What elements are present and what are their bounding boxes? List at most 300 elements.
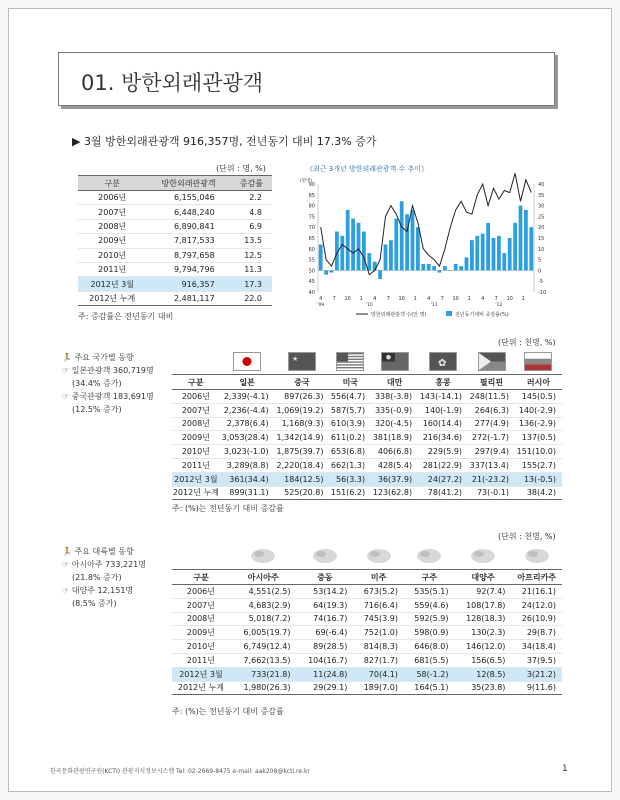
table-cell: 2006년 [172,585,230,599]
icon-cell [515,348,562,375]
table-cell: 272(-1.7) [468,431,515,445]
table-cell: 1,069(19.2) [275,403,330,417]
table-cell: 277(4.9) [468,417,515,431]
table-cell: 38(4.2) [515,486,562,500]
table-header-row [172,375,562,390]
table-header-row [172,570,562,585]
growth-bar [389,240,393,270]
y-tick-right: -10 [538,290,547,296]
growth-bar [357,223,361,271]
growth-bar [486,223,490,271]
country-summary-line: ☞ 중국관광객 183,691명 [62,392,154,401]
icon-cell [454,543,511,570]
table-cell: 2011년 [172,653,230,667]
icon-cell [404,543,455,570]
table-row [78,219,272,233]
table-cell: 6,448,240 [146,205,230,219]
table-row [172,653,562,667]
headline: ▶ 3월 방한외래관광객 916,357명, 전년동기 대비 17.3% 증가 [72,135,377,148]
y-tick-right: 30 [538,203,545,210]
x-tick-label: 4 [481,296,485,302]
japan-flag-icon [233,352,261,371]
growth-bar [421,264,425,270]
table-cell: 814(8.3) [353,640,404,654]
y-tick-left: 40 [308,290,315,296]
table-cell: 1,168(9.3) [275,417,330,431]
growth-bar [454,264,458,270]
table-cell: 26(10.9) [511,612,562,626]
x-year-label: '09 [317,303,325,308]
table-row [172,667,562,681]
table-cell: 21(-23.2) [468,472,515,486]
table-cell: 611(0.2) [329,431,371,445]
y-tick-right: 5 [538,257,542,264]
x-tick-label: 7 [386,296,390,302]
table-cell: 64(19.3) [296,598,353,612]
trend-chart [296,160,556,320]
table-row [78,291,272,305]
table-cell: 361(34.4) [220,472,275,486]
table-cell: 4,551(2.5) [230,585,297,599]
table-cell: 58(-1.2) [404,667,455,681]
table-row [172,390,562,404]
icon-cell [230,543,297,570]
column-header: 홍콩 [418,375,468,390]
region-unit: (단위 : 천명, %) [498,532,556,541]
table-cell: 7,817,533 [146,234,230,248]
icon-row [172,348,562,375]
table-cell: 5,018(7.2) [230,612,297,626]
x-tick-label: 10 [398,296,405,302]
table-cell: 1,875(39.7) [275,445,330,459]
country-table [172,348,562,500]
y-tick-left: 85 [308,192,315,199]
column-header: 미주 [353,570,404,585]
column-header: 구분 [172,375,220,390]
table-cell: 6.9 [231,219,272,233]
table-cell: 37(9.5) [511,653,562,667]
table-cell: 406(6.8) [371,445,418,459]
icon-cell [353,543,404,570]
x-tick-label: 4 [319,296,323,302]
table-row [172,612,562,626]
philippines-flag-icon [478,352,506,371]
column-header: 필리핀 [468,375,515,390]
table-cell: 2,220(18.4) [275,458,330,472]
table-cell: 733(21.8) [230,667,297,681]
table-row [78,262,272,276]
column-header: 아프리카주 [511,570,562,585]
table-cell: 130(2.3) [454,626,511,640]
table-cell: 2007년 [172,403,220,417]
column-header: 대양주 [454,570,511,585]
table-cell: 29(8.7) [511,626,562,640]
growth-bar [378,270,382,279]
x-tick-label: 1 [521,296,525,302]
table-cell: 681(5.5) [404,653,455,667]
table-cell: 653(6.8) [329,445,371,459]
table-cell: 2,236(-4.4) [220,403,275,417]
table-cell: 123(62.8) [371,486,418,500]
title-box [58,52,555,106]
table-cell: 3,289(8.8) [220,458,275,472]
chart-title: 《최근 3개년 방한외래관광객 수 추이》 [306,165,429,173]
table-cell: 24(27.2) [418,472,468,486]
table-cell: 53(14.2) [296,585,353,599]
table-cell: 662(1.3) [329,458,371,472]
table-row [172,486,562,500]
table-row [78,191,272,205]
table-row [78,234,272,248]
table-cell: 2011년 [78,262,146,276]
table-row [172,445,562,459]
table-cell: 598(0.9) [404,626,455,640]
table-cell: 17.3 [231,277,272,291]
table-cell: 752(1.0) [353,626,404,640]
column-header: 미국 [329,375,371,390]
growth-bar [438,270,442,272]
annual-table [78,175,272,306]
x-year-label: '10 [365,303,373,308]
table-cell: 160(14.4) [418,417,468,431]
y-tick-right: -5 [538,279,543,286]
y-tick-left: 70 [308,225,315,232]
x-tick-label: 10 [506,296,513,302]
growth-bar [411,210,415,270]
growth-bar [400,201,404,270]
x-tick-label: 7 [332,296,336,302]
table-cell: 2008년 [172,417,220,431]
table-cell: 381(18.9) [371,431,418,445]
legend-line-label: 방한외래관광객 수(만 명) [371,312,427,318]
y-tick-left: 75 [308,214,315,221]
icon-cell [275,348,330,375]
country-note: 주: (%)는 전년동기 대비 증감률 [172,504,284,513]
region-note: 주: (%)는 전년동기 대비 증감률 [172,707,284,716]
table-cell: 2009년 [172,431,220,445]
column-header: 아시아주 [230,570,297,585]
table-cell: 156(6.5) [454,653,511,667]
growth-bar [362,232,366,271]
table-cell: 13(-0.5) [515,472,562,486]
table-cell: 320(-4.5) [371,417,418,431]
growth-bar [427,264,431,270]
x-tick-label: 4 [427,296,431,302]
growth-bar [324,270,328,274]
oceania-map-icon [467,547,499,565]
table-cell: 335(-0.9) [371,403,418,417]
column-header: 대만 [371,375,418,390]
x-tick-label: 10 [344,296,351,302]
icon-cell-empty [172,348,220,375]
table-cell: 3(21.2) [511,667,562,681]
growth-bar [513,223,517,271]
table-cell: 6,155,046 [146,191,230,205]
table-cell: 2006년 [78,191,146,205]
table-cell: 7,662(13.5) [230,653,297,667]
table-cell: 2012년 누계 [172,681,230,695]
country-summary [62,351,154,416]
table-cell: 35(23.8) [454,681,511,695]
icon-cell-empty [172,543,230,570]
table-cell: 2008년 [78,219,146,233]
y-tick-right: 20 [538,225,545,232]
table-cell: 21(16.1) [511,585,562,599]
table-cell: 535(5.1) [404,585,455,599]
region-summary-title-text: 주요 대륙별 동향 [74,547,134,556]
africa-map-icon [521,547,553,565]
table-cell: 69(-6.4) [296,626,353,640]
growth-bar [519,206,523,271]
table-cell: 29(29.1) [296,681,353,695]
growth-bar [448,270,452,271]
legend-bar-swatch [446,311,452,316]
icon-cell [511,543,562,570]
icon-cell [418,348,468,375]
column-header: 일본 [220,375,275,390]
y-unit-label: (만명) [300,179,313,184]
table-cell: 646(8.0) [404,640,455,654]
table-cell: 559(4.6) [404,598,455,612]
region-table [172,543,562,695]
growth-bar [330,270,334,272]
table-cell: 36(37.9) [371,472,418,486]
growth-bar [492,238,496,270]
table-cell: 587(5.7) [329,403,371,417]
country-summary-line: (12.5% 증가) [72,405,122,414]
country-summary-line: (34.4% 증가) [72,379,122,388]
icon-row [172,543,562,570]
growth-bar [416,227,420,270]
table-cell: 6,890,841 [146,219,230,233]
table-cell: 2012년 누계 [78,291,146,305]
region-summary-line: ☞ 아시아주 733,221명 [62,560,146,569]
column-header: 러시아 [515,375,562,390]
table-cell: 248(11.5) [468,390,515,404]
growth-bar [319,244,323,270]
table-cell: 6,005(19.7) [230,626,297,640]
table-cell: 899(31.1) [220,486,275,500]
table-cell: 916,357 [146,277,230,291]
y-tick-left: 65 [308,236,315,242]
russia-flag-icon [524,352,552,371]
table-cell: 151(10.0) [515,445,562,459]
table-cell: 78(41.2) [418,486,468,500]
table-cell: 2,339(-4.1) [220,390,275,404]
table-cell: 8,797,658 [146,248,230,262]
table-cell: 9(11.6) [511,681,562,695]
table-row [172,458,562,472]
y-tick-left: 80 [308,203,315,210]
table-cell: 13.5 [231,234,272,248]
growth-bar [394,219,398,271]
table-cell: 2012년 3월 [172,667,230,681]
table-cell: 108(17.8) [454,598,511,612]
table-cell: 2012년 3월 [78,277,146,291]
icon-cell [329,348,371,375]
usa-flag-icon [336,352,364,371]
growth-bar [405,214,409,270]
table-row [172,681,562,695]
table-cell: 610(3.9) [329,417,371,431]
region-summary-line: (21.8% 증가) [72,573,122,582]
table-cell: 673(5.2) [353,585,404,599]
footer: 한국문화관광연구원(KCTI) 관광지식정보시스템 Tel: 02-2669-8475 e-mail: aak208@kcti.re.kr [50,768,310,775]
table-cell: 12.5 [231,248,272,262]
annual-note: 주: 증감률은 전년동기 대비 [78,312,174,321]
table-cell: 104(16.7) [296,653,353,667]
table-cell: 146(12.0) [454,640,511,654]
x-year-label: '11 [430,303,438,308]
table-cell: 12(8.5) [454,667,511,681]
y-tick-right: 35 [538,192,545,199]
growth-bar [497,236,501,271]
x-tick-label: 7 [440,296,444,302]
column-header: 구주 [404,570,455,585]
table-row [172,472,562,486]
middle-east-map-icon [309,547,341,565]
growth-bar [465,257,469,270]
table-cell: 73(-0.1) [468,486,515,500]
table-row [172,626,562,640]
table-cell: 2,378(6.4) [220,417,275,431]
table-cell: 2,481,117 [146,291,230,305]
china-flag-icon [288,352,316,371]
table-cell: 140(-1.9) [418,403,468,417]
table-cell: 281(22.9) [418,458,468,472]
growth-bar [340,236,344,271]
table-cell: 716(6.4) [353,598,404,612]
runner-icon: 🏃 [62,547,72,556]
table-cell: 2009년 [172,626,230,640]
table-row [172,417,562,431]
table-cell: 155(2.7) [515,458,562,472]
table-cell: 745(3.9) [353,612,404,626]
growth-bar [373,262,377,271]
table-cell: 229(5.9) [418,445,468,459]
table-cell: 6,749(12.4) [230,640,297,654]
page-title: 01. 방한외래관광객 [81,71,264,95]
column-header: 증감률 [231,176,272,191]
table-cell: 151(6.2) [329,486,371,500]
growth-bar [459,266,463,270]
region-summary-title [62,545,146,558]
hongkong-flag-icon [429,352,457,371]
y-tick-left: 45 [308,279,315,286]
growth-bar [351,219,355,271]
table-cell: 34(18.4) [511,640,562,654]
y-tick-left: 90 [308,182,315,188]
growth-bar [432,266,436,270]
table-cell: 136(-2.9) [515,417,562,431]
y-tick-left: 60 [308,246,315,253]
table-cell: 525(20.8) [275,486,330,500]
x-tick-label: 7 [494,296,498,302]
table-cell: 140(-2.9) [515,403,562,417]
table-cell: 137(0.5) [515,431,562,445]
table-cell: 556(4.7) [329,390,371,404]
table-row [78,277,272,291]
table-cell: 2010년 [78,248,146,262]
table-cell: 4,683(2.9) [230,598,297,612]
y-tick-right: 25 [538,214,545,221]
country-unit: (단위 : 천명, %) [498,338,556,347]
table-row [78,205,272,219]
y-tick-left: 55 [308,257,315,264]
table-cell: 2012년 누계 [172,486,220,500]
icon-cell [296,543,353,570]
y-tick-right: 0 [538,268,542,275]
table-cell: 2010년 [172,445,220,459]
column-header: 구분 [78,176,146,191]
trend-chart-svg [296,160,556,320]
table-cell: 22.0 [231,291,272,305]
legend-bar-label: 전년동기대비 증감률(%) [455,312,509,318]
country-summary-line: ☞ 일본관광객 360,719명 [62,366,154,375]
x-year-label: '12 [495,303,503,308]
growth-bar [529,227,533,270]
icon-cell [220,348,275,375]
table-row [172,403,562,417]
table-cell: 2007년 [172,598,230,612]
table-cell: 24(12.0) [511,598,562,612]
x-tick-label: 4 [373,296,377,302]
table-cell: 189(7.0) [353,681,404,695]
growth-bar [524,210,528,270]
y-tick-right: 15 [538,236,545,242]
country-summary-title [62,351,154,364]
table-cell: 2012년 3월 [172,472,220,486]
table-cell: 297(9.4) [468,445,515,459]
table-cell: 1,342(14.9) [275,431,330,445]
growth-bar [470,240,474,270]
table-cell: 897(26.3) [275,390,330,404]
column-header: 중동 [296,570,353,585]
table-row [172,640,562,654]
growth-bar [481,234,485,271]
europe-map-icon [413,547,445,565]
table-cell: 11.3 [231,262,272,276]
table-row [172,585,562,599]
table-cell: 2007년 [78,205,146,219]
taiwan-flag-icon [381,352,409,371]
table-cell: 184(12.5) [275,472,330,486]
country-summary-title-text: 주요 국가별 동향 [74,353,134,362]
table-cell: 1,980(26.3) [230,681,297,695]
table-cell: 264(6.3) [468,403,515,417]
table-cell: 143(-14.1) [418,390,468,404]
x-tick-label: 1 [359,296,363,302]
runner-icon: 🏃 [62,353,72,362]
region-summary-line: (8.5% 증가) [72,599,117,608]
table-cell: 11(24.8) [296,667,353,681]
growth-bar [475,236,479,271]
table-cell: 145(0.5) [515,390,562,404]
table-cell: 2006년 [172,390,220,404]
table-cell: 428(5.4) [371,458,418,472]
icon-cell [468,348,515,375]
table-row [78,248,272,262]
table-cell: 337(13.4) [468,458,515,472]
table-cell: 2010년 [172,640,230,654]
table-cell: 592(5.9) [404,612,455,626]
table-header-row [78,176,272,191]
x-tick-label: 1 [467,296,471,302]
table-cell: 74(16.7) [296,612,353,626]
annual-unit: (단위 : 명, %) [216,164,266,173]
growth-bar [367,253,371,270]
growth-bar [384,244,388,270]
